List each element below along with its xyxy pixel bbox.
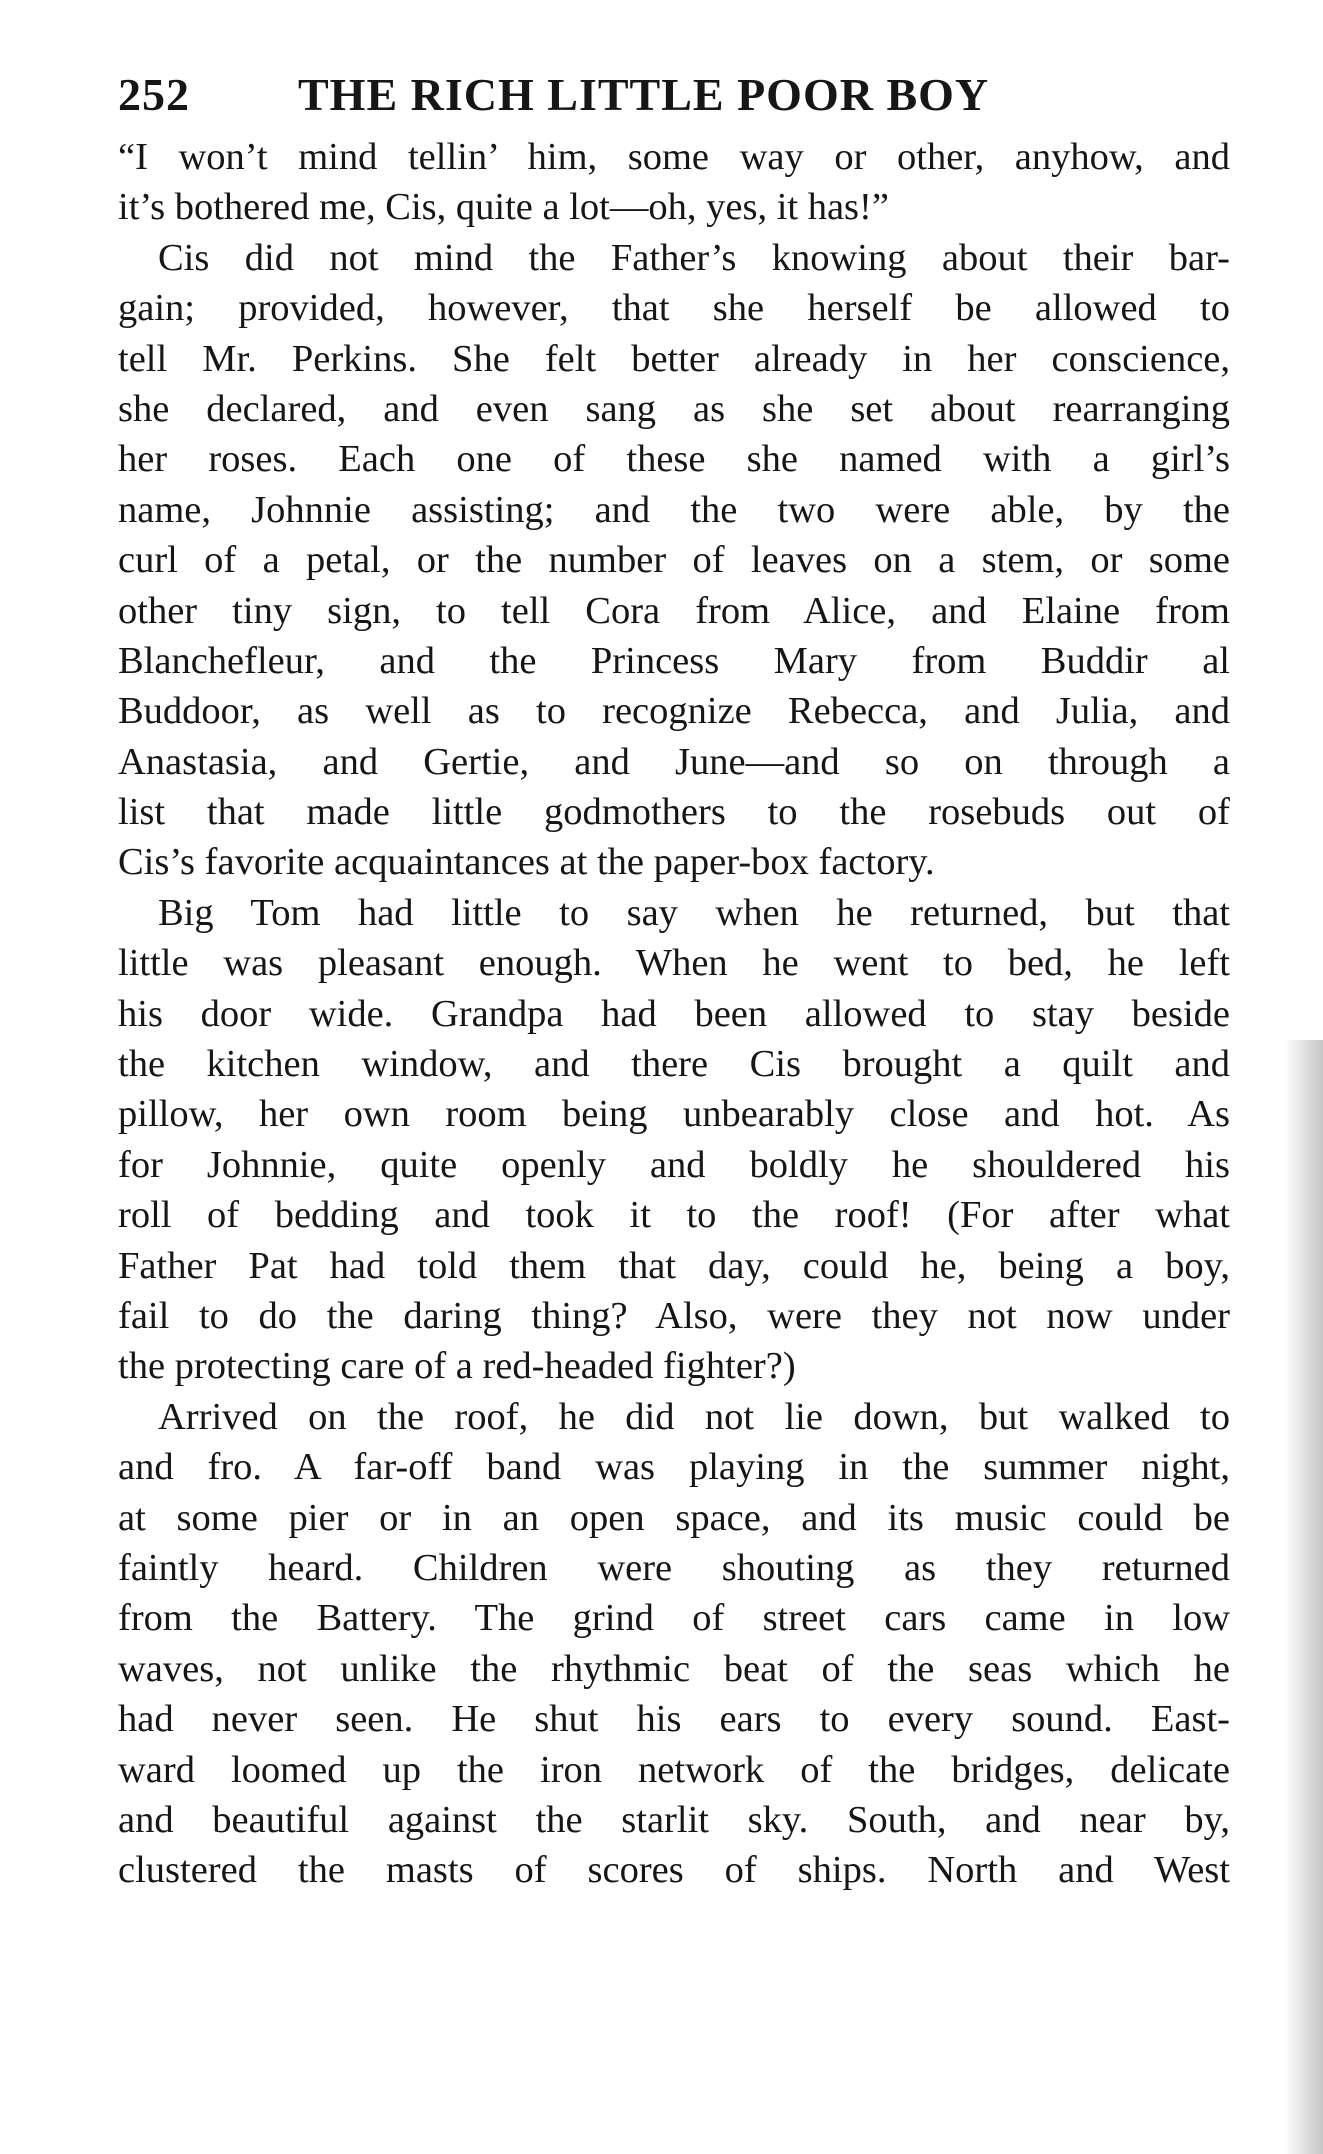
text-line: his door wide. Grandpa had been allowed to stay beside (118, 992, 1230, 1035)
text-line: waves, not unlike the rhythmic beat of the seas which he (118, 1647, 1230, 1690)
text-line: pillow, her own room being unbearably close and hot. As (118, 1093, 1230, 1136)
text-line: curl of a petal, or the number of leaves on a stem, or some (118, 539, 1230, 582)
paragraph (118, 132, 1230, 233)
text-line: ward loomed up the iron network of the bridges, delicate (118, 1748, 1230, 1791)
text-line: she declared, and even sang as she set about rearranging (118, 387, 1230, 430)
text-line: little was pleasant enough. When he went to bed, he left (118, 942, 1230, 985)
text-line: her roses. Each one of these she named with a girl’s (118, 438, 1230, 481)
text-line: and beautiful against the starlit sky. South, and near by, (118, 1798, 1230, 1841)
text-line: name, Johnnie assisting; and the two were able, by the (118, 488, 1230, 531)
running-title: THE RICH LITTLE POOR BOY (298, 69, 990, 120)
text-line: Arrived on the roof, he did not lie down, but walked to (158, 1395, 1230, 1438)
running-head (118, 68, 1230, 126)
text-line: faintly heard. Children were shouting as they returned (118, 1546, 1230, 1589)
text-line: from the Battery. The grind of street cars came in low (118, 1597, 1230, 1640)
body-text (118, 132, 1230, 1896)
text-line: fail to do the daring thing? Also, were they not now under (118, 1294, 1230, 1337)
paragraph (118, 233, 1230, 888)
text-line: Buddoor, as well as to recognize Rebecca, and Julia, and (118, 690, 1230, 733)
book-page (118, 68, 1230, 1896)
text-line: Cis’s favorite acquaintances at the paper-box factory. (118, 841, 935, 884)
text-line: the protecting care of a red-headed fighter?) (118, 1345, 796, 1388)
paragraph (118, 1392, 1230, 1896)
text-line: other tiny sign, to tell Cora from Alice, and Elaine from (118, 589, 1230, 632)
text-line: and fro. A far-off band was playing in the summer night, (118, 1446, 1230, 1489)
text-line: tell Mr. Perkins. She felt better already in her conscience, (118, 337, 1230, 380)
text-line: Anastasia, and Gertie, and June—and so on through a (118, 740, 1230, 783)
text-line: the kitchen window, and there Cis brought a quilt and (118, 1043, 1230, 1086)
page-edge-shadow (1285, 1040, 1323, 2154)
text-line: roll of bedding and took it to the roof! (For after what (118, 1194, 1230, 1237)
text-line: Cis did not mind the Father’s knowing about their bar- (158, 236, 1230, 279)
text-line: at some pier or in an open space, and its music could be (118, 1496, 1230, 1539)
text-line: Blanchefleur, and the Princess Mary from Buddir al (118, 639, 1230, 682)
text-line: for Johnnie, quite openly and boldly he shouldered his (118, 1143, 1230, 1186)
text-line: gain; provided, however, that she herself be allowed to (118, 287, 1230, 330)
text-line: clustered the masts of scores of ships. North and West (118, 1849, 1230, 1892)
text-line: “I won’t mind tellin’ him, some way or other, anyhow, and (118, 136, 1230, 178)
text-line: it’s bothered me, Cis, quite a lot—oh, yes, it has!” (118, 186, 889, 229)
text-line: Father Pat had told them that day, could he, being a boy, (118, 1244, 1230, 1287)
paragraph (118, 888, 1230, 1392)
text-line: list that made little godmothers to the rosebuds out of (118, 791, 1230, 834)
page-number: 252 (118, 69, 190, 120)
text-line: Big Tom had little to say when he returned, but that (158, 891, 1230, 934)
text-line: had never seen. He shut his ears to every sound. East- (118, 1698, 1230, 1741)
